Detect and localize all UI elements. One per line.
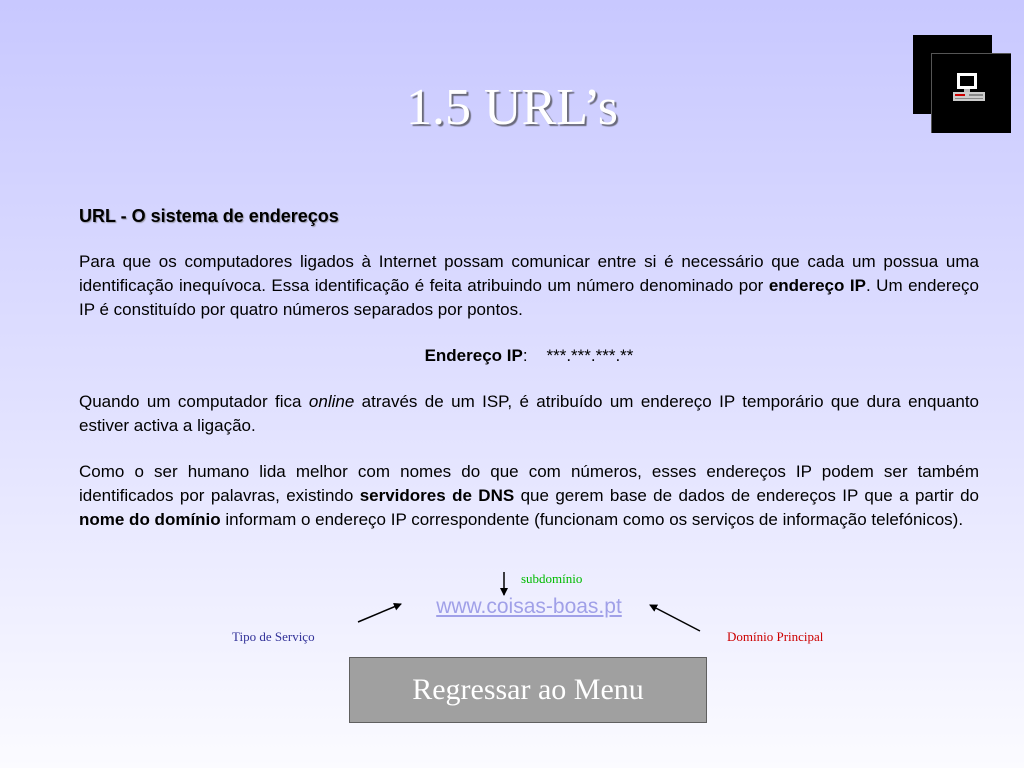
section-heading: URL - O sistema de endereços	[79, 206, 339, 226]
ip-value: ***.***.***.**	[546, 346, 634, 365]
paragraph-dns: Como o ser humano lida melhor com nomes do que com números, esses endereços IP podem ser também identificados por palavras, existindo servidores de DNS que gerem base de dados de endereços IP que a partir do nome do domínio informam o endereço IP correspondente (funcionam como os serviços de informação telefónicos).	[79, 462, 979, 529]
example-url-link[interactable]: www.coisas-boas.pt	[436, 595, 622, 618]
slide-title: 1.5 URL’s	[406, 79, 618, 136]
ip-label: Endereço IP	[424, 346, 523, 365]
subdomain-label: subdomínio	[521, 571, 583, 586]
main-domain-label: Domínio Principal	[727, 629, 824, 644]
ip-address-line: Endereço IP: ***.***.***.**	[424, 346, 634, 365]
paragraph-online: Quando um computador fica online através de um ISP, é atribuído um endereço IP temporário que dura enquanto estiver activa a ligação.	[79, 392, 979, 435]
back-to-menu-button[interactable]: Regressar ao Menu	[349, 657, 707, 723]
service-type-label: Tipo de Serviço	[232, 629, 315, 644]
paragraph-ip-intro: Para que os computadores ligados à Internet possam comunicar entre si é necessário que cada um possua uma identificação inequívoca. Essa identificação é feita atribuindo um número denominado por endereço IP. Um endereço IP é constituído por quatro números separados por pontos.	[79, 252, 979, 319]
